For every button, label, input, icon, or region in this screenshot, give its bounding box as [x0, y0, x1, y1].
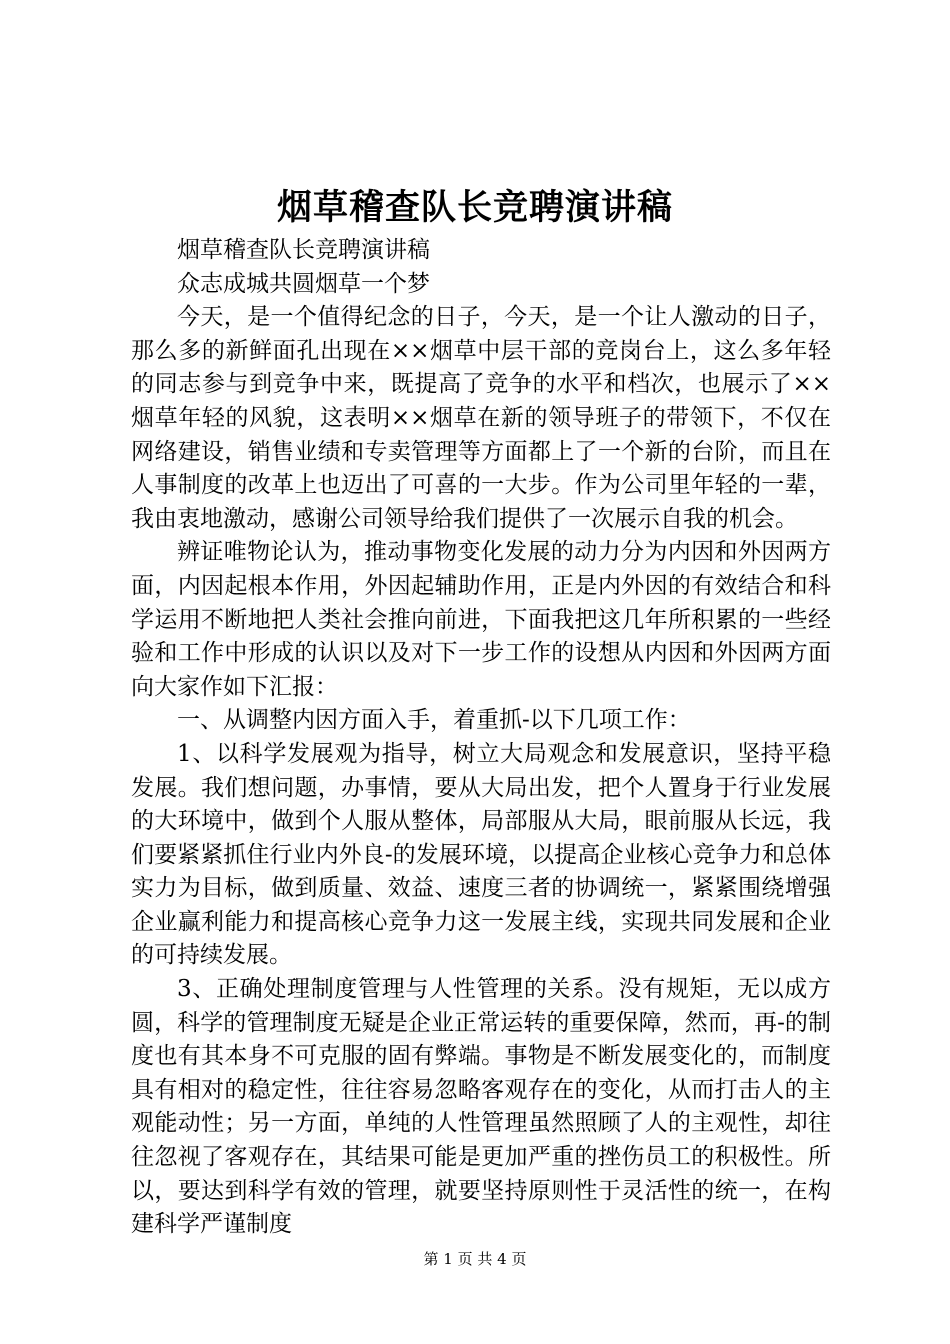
paragraph-opening: 今天，是一个值得纪念的日子，今天，是一个让人激动的日子，那么多的新鲜面孔出现在××烟草中层干部的竞岗台上，这么多年轻的同志参与到竞争中来，既提高了竞争的水平和档次，也展示了××烟草年轻的风貌，这表明××烟草在新的领导班子的带领下，不仅在网络建设，销售业绩和专卖管理等方面都上了一个新的台阶，而且在人事制度的改革上也迈出了可喜的一大步。作为公司里年轻的一辈，我由衷地激动，感谢公司领导给我们提供了一次展示自我的机会。 — [131, 304, 831, 532]
paragraph-subtitle: 烟草稽查队长竞聘演讲稿 — [177, 237, 430, 263]
paragraph-section-heading: 一、从调整内因方面入手，着重抓-以下几项工作： — [177, 707, 691, 734]
page-number-footer: 第 1 页 共 4 页 — [423, 1250, 527, 1268]
paragraph-point-3: 3、正确处理制度管理与人性管理的关系。没有规矩，无以成方圆，科学的管理制度无疑是企业正常运转的重要保障，然而，再-的制度也有其本身不可克服的固有弊端。事物是不断发展变化的，而制度具有相对的稳定性，往往容易忽略客观存在的变化，从而打击人的主观能动性；另一方面，单纯的人性管理虽然照顾了人的主观性，却往往忽视了客观存在，其结果可能是更加严重的挫伤员工的积极性。所以，要达到科学有效的管理，就要坚持原则性于灵活性的统一，在构建科学严谨制度 — [131, 976, 831, 1238]
document-body — [131, 234, 831, 1242]
paragraph-point-1: 1、以科学发展观为指导，树立大局观念和发展意识，坚持平稳发展。我们想问题，办事情，要从大局出发，把个人置身于行业发展的大环境中，做到个人服从整体，局部服从大局，眼前服从长远，我们要紧紧抓住行业内外良-的发展环境，以提高企业核心竞争力和总体实力为目标，做到质量、效益、速度三者的协调统一，紧紧围绕增强企业赢利能力和提高核心竞争力这一发展主线，实现共同发展和企业的可持续发展。 — [131, 740, 831, 969]
paragraph-slogan: 众志成城共圆烟草一个梦 — [177, 270, 430, 297]
document-title: 烟草稽查队长竞聘演讲稿 — [276, 187, 673, 228]
paragraph-dialectics: 辨证唯物论认为，推动事物变化发展的动力分为内因和外因两方面，内因起根本作用，外因起辅助作用，正是内外因的有效结合和科学运用不断地把人类社会推向前进，下面我把这几年所积累的一些经验和工作中形成的认识以及对下一步工作的设想从内因和外因两方面向大家作如下汇报： — [131, 539, 831, 700]
